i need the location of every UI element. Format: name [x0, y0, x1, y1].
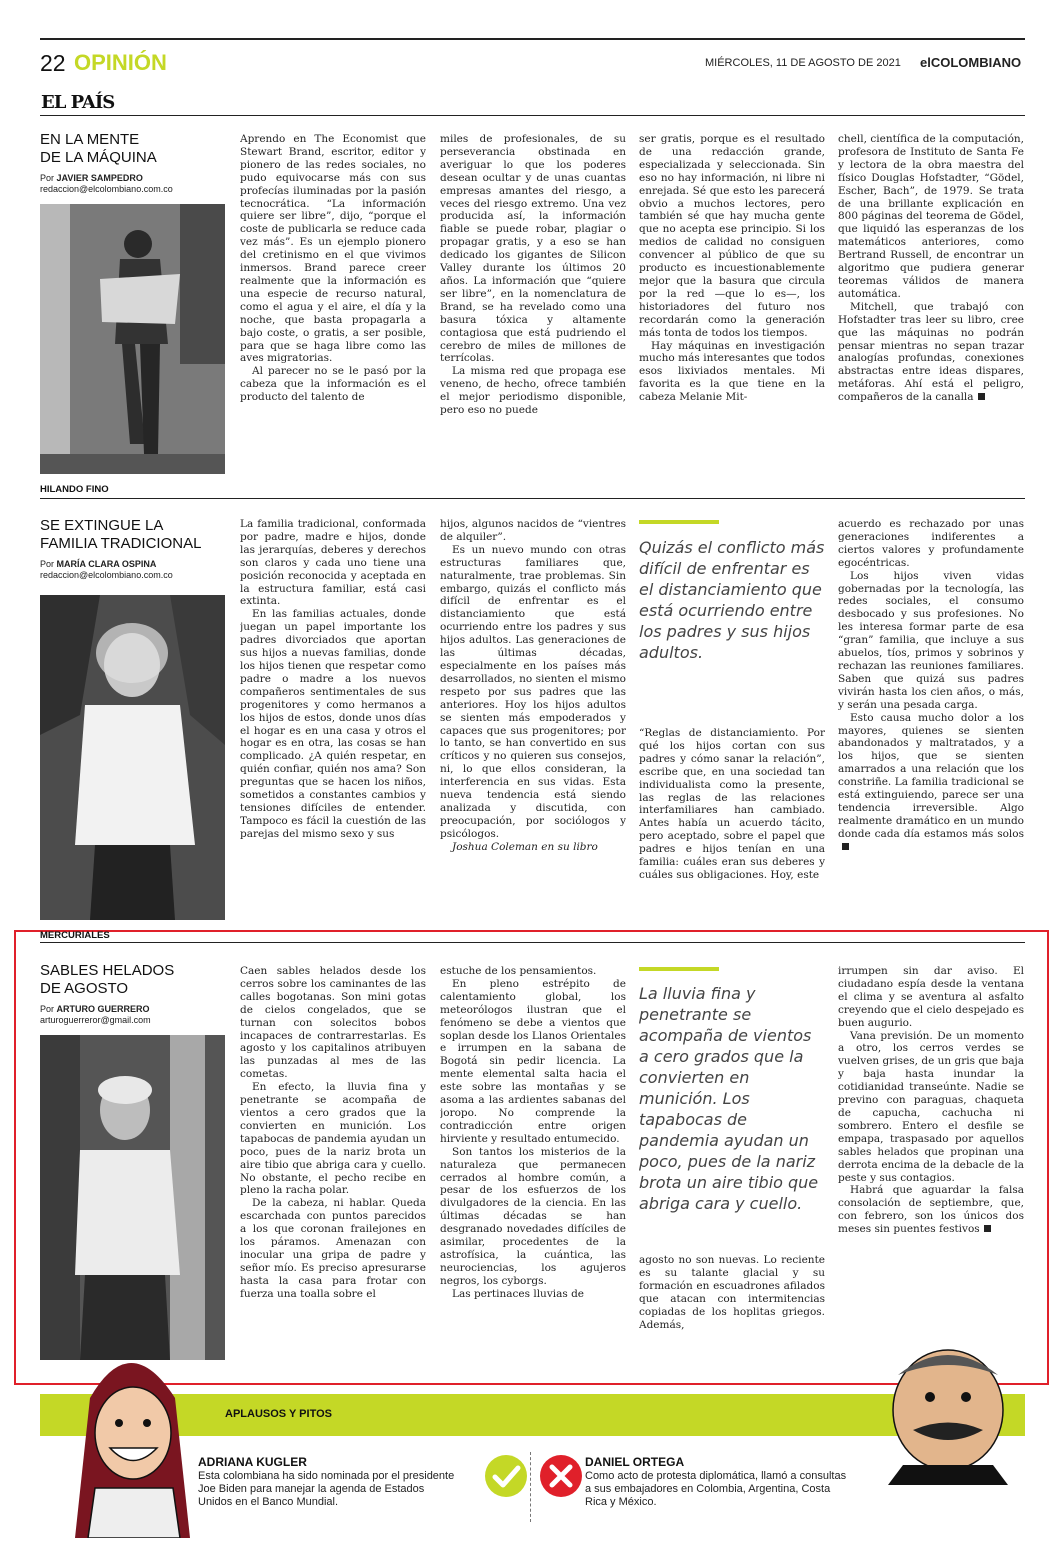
caricature-woman-icon: [55, 1338, 205, 1538]
end-mark: [984, 1225, 991, 1232]
article1-col4: chell, científica de la computación, profesora de Instituto de Santa Fe y lectora de la obra maestra del físico Douglas Hofstadter, “Gödel, Escher, Bach”, de 1979. Se trata de una brillante explicación en 800 páginas del teorema de Gödel, que liquidó las esperanzas de los matemáticos anteriores, como Bertrand Russell, de encontrar un algoritmo que pudiera generar teoremas válidos de manera automática. Mitchell, que trabajó con Hofstadter tras leer su libro, cree que las máquinas no podrán pensar mientras no sepan trazar analogías profundas, conexiones abstractas entre ideas dispares, metáforas. Ahí está el peligro, compañeros de la canalla: [838, 133, 1024, 404]
el-pais-logo: EL PAÍS: [41, 92, 115, 113]
author-photo: [40, 1035, 225, 1360]
quote-accent: [639, 520, 719, 524]
article-title: EN LA MENTE DE LA MÁQUINA: [40, 131, 157, 166]
author-photo: [40, 595, 225, 920]
article-title: SE EXTINGUE LA FAMILIA TRADICIONAL: [40, 517, 202, 552]
portrait-image: [40, 595, 225, 920]
article1-col3: ser gratis, porque es el resultado de una redacción grande, especializada y seleccionada. Sin eso no hay información, ni libre ni enrejada. Sé que esto les parecerá obvio a muchos lectores, pero también sé que hay mucha gente que no acepta ese principio. Si los medios de calidad no consiguen convencer al público de que su producto es incuestionablemente mejor que la basura que circula por la red —que lo es—, los historiadores del futuro nos recordarán como la generación más tonta de todos los tiempos. Hay máquinas en investigación mucho más interesantes que todos esos lixiviados mentales. Mi favorita es la que tiene en la cabeza Melanie Mit-: [639, 133, 825, 404]
band-title: APLAUSOS Y PITOS: [225, 1408, 332, 1420]
article2-col4: acuerdo es rechazado por unas generaciones indiferentes a ciertos valores y profundamente egocéntricas. Los hijos viven vidas gobernadas por la tecnología, las redes sociales, el consumo desbocado y sus profesiones. No les interesa formar parte de esa “gran” familia, que incluye a sus abuelos, tíos, primos y sobrinos y rechazan las reuniones familiares. Saben que quizá sus padres vivirán hasta los cien años, o más, y serán una pesada carga. Esto causa mucho dolor a los mayores, quienes se sienten abandonados y maltratados, y a los hijos, que se sienten amarrados a una relación que los constriñe. La familia tradicional se está extinguiendo, parece ser una tendencia irreversible. Algo realmente dramático en un mundo donde cada día estamos más solos: [838, 518, 1024, 920]
cross-icon: [539, 1454, 583, 1498]
divider: [40, 498, 1025, 499]
divider: [530, 1452, 531, 1522]
article1-col1: Aprendo en The Economist que Stewart Brand, escritor, editor y pionero de las redes sociales, no pudo equivocarse más con sus profecías iluminadas por la pasión tecnocrática. “La información quiere ser libre”, dijo, “porque el coste de publicarla se reduce cada vez más”. Es un ejemplo pionero del cretinismo en el que vivimos inmersos. Brand parece creer realmente que la información es una especie de recurso natural, como el agua y el aire, el día y la noche, que basta propagarla a bajo coste, o gratis, a ser posible, para que se haga libre como las aves migratorias. Al parecer no se le pasó por la cabeza que la información es el producto del talento de: [240, 133, 426, 404]
page-number: 22: [40, 50, 66, 76]
article-title: SABLES HELADOS DE AGOSTO: [40, 962, 175, 997]
newspaper-logo: elCOLOMBIANO: [920, 55, 1022, 70]
right-person-text: Como acto de protesta diplomática, llamó a consultas a sus embajadores en Colombia, Argentina, Costa Rica y México.: [585, 1470, 847, 1508]
section-heading: MERCURIALES: [40, 930, 110, 941]
divider: [40, 115, 1025, 116]
author-email: redaccion@elcolombiano.com.co: [40, 184, 173, 194]
article3-col1: Caen sables helados desde los cerros sobre los caminantes de las calles bogotanas. Son mini gotas de cielos congelados, que se turnan con solecitos bobos incapaces de contrarrestarlas. Es agosto y los capitalinos atribuyen las punzadas al mes de las cometas. En efecto, la lluvia fina y penetrante se acompaña de vientos a cero grados que la convierten en munición. Los tapabocas de pandemia ayudan un poco, pues de la nariz brota un aire tibio que abriga cara y cuello. No obstante, el pecho recibe en pleno la racha polar. De la cabeza, ni hablar. Queda escarchada con puntos parecidos a los que coronan frailejones en los páramos. Amenazan con inocular una gripa de padre y señor mío. Es preciso apresurarse hasta la casa para frotar con fuerza una toalla sobre el: [240, 965, 426, 1300]
left-person-text: Esta colombiana ha sido nominada por el presidente Joe Biden para manejar la agenda de Estados Unidos en el Banco Mundial.: [198, 1470, 455, 1508]
byline: Por ARTURO GUERRERO: [40, 1004, 150, 1014]
section-title: OPINIÓN: [74, 50, 167, 75]
byline: Por MARÍA CLARA OSPINA: [40, 559, 157, 569]
article1-header: [40, 131, 220, 195]
article3-col2: estuche de los pensamientos. En pleno estrépito de calentamiento global, los meteorólogos ilustran que el fenómeno se debe a vientos que soplan desde los Llanos Orientales e irrumpen en la sabana de Bogotá sin pedir licencia. La mente elemental salta hacia el este sobre las montañas y se asoma a las ardientes sabanas del joropo. No comprende la contradicción entre origen hirviente y resultado entumecido. Son tantos los misterios de la naturaleza que permanecen cerrados al hombre común, a pesar de los esfuerzos de los divulgadores de la ciencia. En las últimas décadas se han desgranado novedades difíciles de asimilar, procedentes de la astrofísica, la cuántica, las neurociencias, los agujeros negros, los cyborgs. Las pertinaces lluvias de: [440, 965, 626, 1300]
quote-accent: [639, 967, 719, 971]
article3-col3: agosto no son nuevas. Lo reciente es su talante glacial y su formación en escuadrones afilados que atacan con intermitencias copiadas de los hoplitas griegos. Además,: [639, 1254, 825, 1331]
divider: [40, 942, 1025, 943]
article2-col1: La familia tradicional, conformada por padre, madre e hijos, donde las jerarquías, deberes y derechos son claros y cada uno tiene una posición reconocida y aceptada en la estructura familiar, está casi extinta. En las familias actuales, donde juegan un papel importante los padres divorciados que aportan sus hijos a nuevas familias, donde los hijos tienen que respetar como padre o madre a los nuevos compañeros sentimentales de sus progenitores y como hermanos a los hijos de estos, donde unos días el hogar es en una casa y otros el hogar es en otra, las cosas se han complicado. ¿A quién respetar, en quién confiar, quién nos ama? Son preguntas que se hacen los niños, sometidos a constantes cambios y tensiones difíciles de entender. Tampoco es fácil la cuestión de las parejas del mismo sexo y sus: [240, 518, 426, 840]
left-person-name: ADRIANA KUGLER: [198, 1455, 307, 1469]
article3-header: [40, 962, 220, 1026]
pull-quote: Quizás el conflicto más difícil de enfrentar es el distanciamiento que está ocurriendo entre los padres y sus hijos adultos.: [639, 538, 825, 662]
caricature-man-icon: [868, 1335, 1028, 1485]
pull-quote: La lluvia fina y penetrante se acompaña de vientos a cero grados que la convierten en munición. Los tapabocas de pandemia ayudan un poco, pues de la nariz brota un aire tibio que abriga cara y cuello.: [639, 984, 819, 1213]
article2-header: [40, 517, 220, 581]
end-mark: [842, 843, 849, 850]
portrait-image: [40, 1035, 225, 1360]
byline: Por JAVIER SAMPEDRO: [40, 173, 143, 183]
author-email: arturoguerreror@gmail.com: [40, 1015, 151, 1025]
check-icon: [484, 1454, 528, 1498]
date: MIÉRCOLES, 11 DE AGOSTO DE 2021: [705, 57, 901, 69]
author-email: redaccion@elcolombiano.com.co: [40, 570, 173, 580]
article2-col3: “Reglas de distanciamiento. Por qué los hijos cortan con sus padres y cómo sanar la relación”, escribe que, en una sociedad tan individualista como la presente, las reglas de las relaciones interfamiliares han cambiado. Antes había un acuerdo tácito, pero aceptado, sobre el papel que padres e hijos tenían en una familia: cuáles eran sus deberes y cuáles sus obligaciones. Hoy, este: [639, 727, 825, 881]
author-photo: [40, 204, 225, 474]
top-rule: [40, 38, 1025, 40]
statue-image: [40, 204, 225, 474]
article1-col2: miles de profesionales, de su perseverancia obstinada en averiguar lo que los poderes desean ocultar y de unas cuantas empresas amantes del riesgo, a veces del riesgo extremo. Una vez producida así, la información fiable se puede robar, plagiar o propagar gratis, y a eso se han dedicado los gigantes de Silicon Valley durante los últimos 20 años. La información que “quiere ser libre”, en la nomenclatura de Brand, se ha revelado como una basura tóxica y altamente contagiosa que está pudriendo el cerebro de miles de millones de terrícolas. La misma red que propaga ese veneno, de hecho, ofrece también el mejor periodismo disponible, pero eso no puede: [440, 133, 626, 417]
article2-col2: hijos, algunos nacidos de “vientres de alquiler”. Es un nuevo mundo con otras estructuras familiares que, naturalmente, trae problemas. Sin embargo, quizás el conflicto más difícil de enfrentar es el distanciamiento que está ocurriendo entre los padres y sus hijos adultos. Las generaciones de las últimas décadas, especialmente en los países más desarrollados, no sienten el mismo respeto por sus padres que las anteriores. Hoy los hijos adultos se sienten más empoderados y capaces que sus progenitores; por lo tanto, se han convertido en sus críticos y no quieren sus consejos, ni, lo que ellos consideran, la interferencia en sus vidas. Esta nueva tendencia está siendo analizada y discutida, con preocupación, por sociólogos y psicólogos. Joshua Coleman en su libro: [440, 518, 626, 853]
end-mark: [978, 393, 985, 400]
section-heading: HILANDO FINO: [40, 484, 109, 495]
article3-col4: irrumpen sin dar aviso. El ciudadano espía desde la ventana el clima y se aventura al asfalto creyendo que el cielo despejado es buen augurio. Vana previsión. De un momento a otro, los cerros verdes se vuelven grises, de un gris que baja y baja hasta inundar la cotidianidad transeúnte. Nadie se previno con paraguas, chaqueta de capucha, cachucha ni sombrero. Entero el desfile se empapa, traspasado por aquellos sables helados que propinan una derrota encima de la debacle de la peste y sus contagios. Habrá que aguardar la falsa consolación de septiembre, que, con febrero, son los únicos dos meses sin puentes festivos: [838, 965, 1024, 1236]
right-person-name: DANIEL ORTEGA: [585, 1455, 685, 1469]
